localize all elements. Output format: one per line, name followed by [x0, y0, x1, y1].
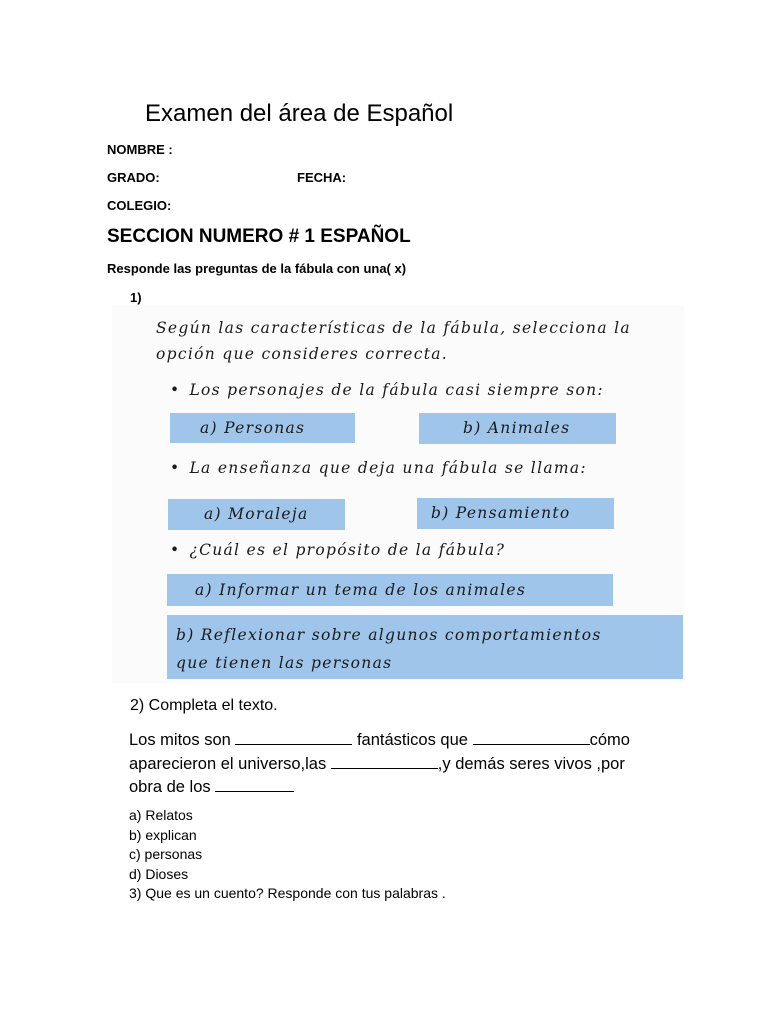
- blank-1[interactable]: [235, 728, 352, 745]
- item-1-option-b[interactable]: b) Animales: [419, 413, 616, 444]
- prompt-line-1: Según las características de la fábula, selecciona la: [156, 319, 631, 337]
- blank-4[interactable]: [215, 775, 294, 792]
- question-1-image: [112, 305, 684, 683]
- item-3-question: • ¿Cuál es el propósito de la fábula?: [170, 541, 505, 559]
- option-d: d) Dioses: [129, 865, 189, 882]
- text-segment: cómo: [589, 731, 630, 749]
- instruction-text: Responde las preguntas de la fábula con una( x): [107, 261, 407, 276]
- field-colegio: COLEGIO:: [107, 198, 172, 213]
- item-2-question: • La enseñanza que deja una fábula se llama:: [170, 459, 587, 477]
- section-title: SECCION NUMERO # 1 ESPAÑOL: [107, 226, 411, 247]
- question-2-heading: 2) Completa el texto.: [130, 697, 278, 714]
- text-segment: ,y demás seres vivos ,por: [437, 754, 625, 773]
- item-3-option-b[interactable]: [167, 615, 683, 679]
- field-grado: GRADO:: [107, 170, 160, 185]
- item-3-option-a[interactable]: a) Informar un tema de los animales: [167, 574, 613, 606]
- exam-title: Examen del área de Español: [145, 100, 454, 127]
- option-b: b) explican: [129, 826, 197, 843]
- text-line-3: [129, 775, 630, 799]
- prompt-line-2: opción que consideres correcta.: [156, 345, 448, 363]
- text-segment: obra de los: [129, 778, 216, 796]
- item-1-question: • Los personajes de la fábula casi siempre son:: [170, 381, 604, 399]
- question-2-text: [129, 728, 630, 799]
- item-3-option-b-line-2: que tienen las personas: [176, 654, 393, 672]
- text-segment: Los mitos son: [129, 731, 236, 749]
- text-line-2: [129, 752, 630, 776]
- text-segment: aparecieron el universo,las: [129, 754, 331, 773]
- field-fecha: FECHA:: [297, 170, 347, 185]
- item-2-option-a[interactable]: a) Moraleja: [168, 499, 345, 530]
- item-1-option-a[interactable]: a) Personas: [170, 413, 355, 443]
- option-c: c) personas: [129, 846, 203, 862]
- blank-2[interactable]: [473, 728, 590, 745]
- field-nombre: NOMBRE :: [107, 142, 173, 157]
- question-3: 3) Que es un cuento? Responde con tus palabras .: [129, 885, 446, 901]
- item-3-option-b-line-1: b) Reflexionar sobre algunos comportamientos: [176, 626, 602, 644]
- text-line-1: [129, 728, 630, 752]
- question-2-options: [129, 806, 446, 904]
- text-segment: fantásticos que: [352, 731, 473, 749]
- blank-3[interactable]: [331, 752, 438, 769]
- option-a: a) Relatos: [129, 807, 193, 823]
- question-1-number: 1): [130, 290, 142, 305]
- item-2-option-b[interactable]: b) Pensamiento: [417, 498, 614, 529]
